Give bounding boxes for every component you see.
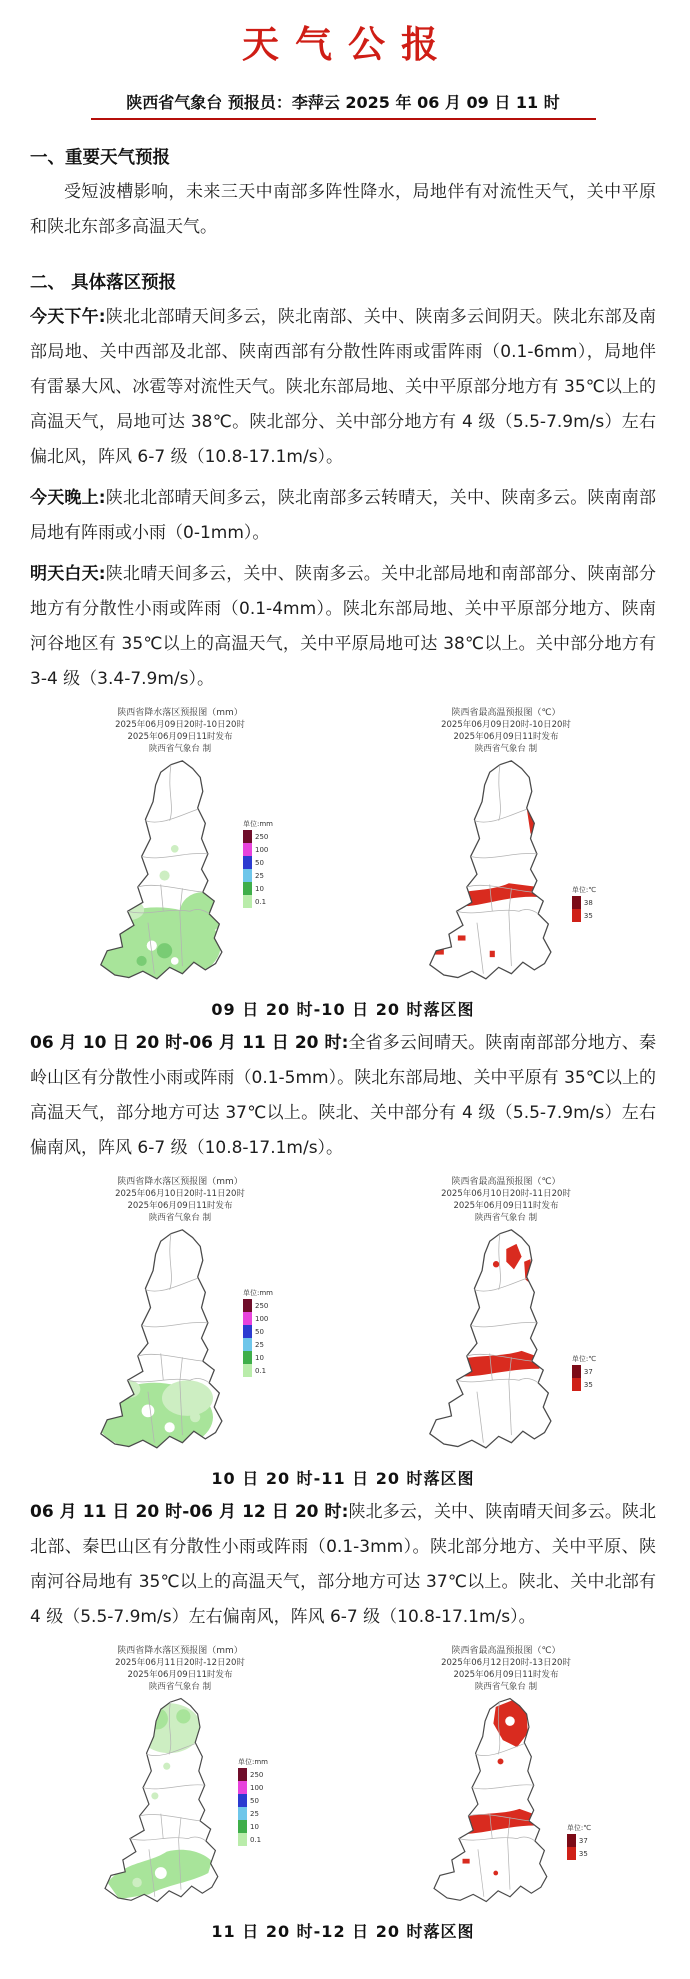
map-valid-time: 2025年06月12日20时-13日20时 (441, 1658, 571, 1668)
paragraph-body: 陕北北部晴天间多云，陕北南部、关中、陕南多云间阴天。陕北东部及南部局地、关中西部及北部、陕南西部有分散性阵雨或雷阵雨（0.1-6mm），局地伴有雷暴大风、冰雹等对流性天气。陕北东部局地、关中平原部分地方有 35℃以上的高温天气，局地可达 38℃。陕北部分、关中部分地方有 4 级（5.5-7.9m/s）左右偏北风，阵风 6-7 级（10.8-17.1m/s）。 (30, 307, 656, 467)
legend-swatch (243, 1325, 252, 1338)
legend-swatch (243, 869, 252, 882)
legend-item (572, 896, 596, 909)
legend-item (572, 909, 596, 922)
map-figure-row-2 (30, 1176, 656, 1489)
temp-legend (572, 1354, 596, 1391)
legend-item (243, 882, 273, 895)
legend-item (243, 1312, 273, 1325)
legend-swatch (243, 843, 252, 856)
subtitle-rule (91, 90, 596, 120)
issuer-line: 陕西省气象台 预报员：李萍云 2025 年 06 月 09 日 11 时 (126, 93, 560, 112)
paragraph-body: 陕北多云，关中、陕南晴天间多云。陕北北部、秦巴山区有分散性小雨或阵雨（0.1-3mm）。陕北部分地方、关中平原、陕南河谷局地有 35℃以上的高温天气，部分地方可达 37℃以上。陕北、关中北部有 4 级（5.5-7.9m/s）左右偏南风，阵风 6-7 级（10.8-17.1m/s）。 (30, 1502, 657, 1627)
temp-map-3 (356, 1645, 656, 1911)
paragraph-lead: 今天下午: (30, 307, 106, 327)
legend-swatch (567, 1834, 576, 1847)
map-pair (30, 707, 656, 989)
map-maker: 陕西省气象台 制 (148, 1213, 212, 1223)
legend-value: 0.1 (255, 897, 267, 906)
shaanxi-temp-map-image (421, 1695, 561, 1911)
paragraph-lead: 06 月 11 日 20 时-06 月 12 日 20 时: (30, 1502, 349, 1522)
paragraph-body: 全省多云间晴天。陕南南部部分地方、秦岭山区有分散性小雨或阵雨（0.1-5mm）。陕北东部局地、关中平原有 35℃以上的高温天气，部分地方可达 37℃以上。陕北、关中部分有 4 级（5.5-7.9m/s）左右偏南风，阵风 6-7 级（10.8-17.1m/s）。 (30, 1033, 657, 1158)
legend-item (238, 1820, 268, 1833)
legend-value: 25 (255, 1340, 264, 1349)
legend-unit-label: 单位:mm (243, 820, 273, 828)
forecast-jun11 (30, 1495, 656, 1635)
legend-swatch (572, 1378, 581, 1391)
legend-item (567, 1847, 591, 1860)
map-figure-row-1 (30, 707, 656, 1020)
map-header (356, 1645, 656, 1693)
map-title: 陕西省最高温预报图（℃） (451, 1646, 561, 1656)
precip-legend (238, 1757, 268, 1846)
legend-swatch (243, 1364, 252, 1377)
map-title: 陕西省最高温预报图（℃） (451, 1177, 561, 1187)
legend-item (243, 843, 273, 856)
map-issue-time: 2025年06月09日11时发布 (127, 1201, 233, 1211)
map-valid-time: 2025年06月10日20时-11日20时 (115, 1189, 245, 1199)
legend-value: 37 (583, 1367, 593, 1376)
legend-value: 50 (250, 1796, 259, 1805)
forecast-jun10 (30, 1026, 656, 1166)
map-title: 陕西省降水落区预报图（mm） (117, 1177, 243, 1187)
legend-value: 100 (255, 845, 269, 854)
legend-unit-label: 单位:mm (243, 1289, 273, 1297)
legend-item (243, 830, 273, 843)
shaanxi-precip-map-image (87, 757, 237, 989)
legend-item (572, 1365, 596, 1378)
legend-value: 250 (255, 1301, 269, 1310)
legend-swatch (243, 1351, 252, 1364)
map-canvas (356, 757, 656, 989)
map-caption: 10 日 20 时-11 日 20 时落区图 (211, 1469, 475, 1488)
paragraph-lead: 今天晚上: (30, 488, 106, 508)
map-title: 陕西省降水落区预报图（mm） (117, 708, 243, 718)
paragraph-lead: 06 月 10 日 20 时-06 月 11 日 20 时: (30, 1033, 349, 1053)
map-issue-time: 2025年06月09日11时发布 (127, 1670, 233, 1680)
legend-value: 25 (255, 871, 264, 880)
legend-item (238, 1768, 268, 1781)
legend-value: 0.1 (255, 1366, 267, 1375)
legend-value: 10 (255, 884, 264, 893)
legend-item (567, 1834, 591, 1847)
map-caption: 09 日 20 时-10 日 20 时落区图 (211, 1000, 475, 1019)
precip-map-1 (30, 707, 330, 989)
map-valid-time: 2025年06月10日20时-11日20时 (441, 1189, 571, 1199)
legend-value: 50 (255, 858, 264, 867)
legend-swatch (238, 1768, 247, 1781)
temp-legend (567, 1823, 591, 1860)
map-valid-time: 2025年06月11日20时-12日20时 (115, 1658, 245, 1668)
legend-swatch (243, 830, 252, 843)
map-title: 陕西省降水落区预报图（mm） (117, 1646, 243, 1656)
map-title: 陕西省最高温预报图（℃） (451, 708, 561, 718)
legend-swatch (572, 909, 581, 922)
map-canvas (356, 1695, 656, 1911)
forecast-this-afternoon (30, 300, 656, 475)
legend-item (243, 1338, 273, 1351)
map-issue-time: 2025年06月09日11时发布 (127, 732, 233, 742)
legend-value: 0.1 (250, 1835, 262, 1844)
legend-value: 250 (255, 832, 269, 841)
map-issue-time: 2025年06月09日11时发布 (453, 1201, 559, 1211)
map-valid-time: 2025年06月09日20时-10日20时 (115, 720, 245, 730)
map-issue-time: 2025年06月09日11时发布 (453, 1670, 559, 1680)
legend-swatch (238, 1794, 247, 1807)
section2-heading: 二、 具体落区预报 (30, 273, 177, 293)
map-pair (30, 1176, 656, 1458)
legend-value: 10 (250, 1822, 259, 1831)
precip-legend (243, 819, 273, 908)
map-valid-time: 2025年06月09日20时-10日20时 (441, 720, 571, 730)
map-header (30, 1645, 330, 1693)
legend-swatch (243, 1338, 252, 1351)
map-maker: 陕西省气象台 制 (474, 744, 538, 754)
legend-item (238, 1807, 268, 1820)
map-canvas (356, 1226, 656, 1458)
temp-map-2 (356, 1176, 656, 1458)
legend-item (243, 1364, 273, 1377)
temp-legend (572, 885, 596, 922)
legend-value: 35 (578, 1849, 588, 1858)
legend-swatch (238, 1820, 247, 1833)
legend-item (572, 1378, 596, 1391)
legend-item (243, 1325, 273, 1338)
legend-item (243, 1299, 273, 1312)
forecast-tonight (30, 481, 656, 551)
legend-value: 100 (255, 1314, 269, 1323)
map-canvas (30, 757, 330, 989)
legend-value: 35 (583, 1380, 593, 1389)
map-issue-time: 2025年06月09日11时发布 (453, 732, 559, 742)
legend-swatch (243, 856, 252, 869)
legend-swatch (238, 1781, 247, 1794)
legend-item (238, 1833, 268, 1846)
legend-swatch (243, 1299, 252, 1312)
page-title: 天气公报 (242, 23, 454, 66)
shaanxi-precip-map-image (87, 1226, 237, 1458)
map-canvas (30, 1226, 330, 1458)
map-canvas (30, 1695, 330, 1911)
paragraph-body: 陕北北部晴天间多云，陕北南部多云转晴天，关中、陕南多云。陕南南部局地有阵雨或小雨（0-1mm）。 (30, 488, 656, 543)
legend-unit-label: 单位:℃ (566, 1824, 592, 1832)
legend-value: 35 (583, 911, 593, 920)
legend-swatch (572, 896, 581, 909)
shaanxi-precip-map-image (92, 1695, 232, 1911)
map-maker: 陕西省气象台 制 (474, 1213, 538, 1223)
shaanxi-temp-map-image (416, 1226, 566, 1458)
map-header (30, 707, 330, 755)
map-header (356, 707, 656, 755)
map-maker: 陕西省气象台 制 (474, 1682, 538, 1692)
map-maker: 陕西省气象台 制 (148, 744, 212, 754)
map-header (30, 1176, 330, 1224)
legend-value: 37 (578, 1836, 588, 1845)
legend-item (243, 869, 273, 882)
legend-item (243, 1351, 273, 1364)
legend-value: 250 (250, 1770, 264, 1779)
legend-value: 25 (250, 1809, 259, 1818)
section1-body: 受短波槽影响，未来三天中南部多阵性降水，局地伴有对流性天气，关中平原和陕北东部多高温天气。 (30, 182, 656, 237)
legend-item (243, 895, 273, 908)
map-figure-row-3 (30, 1645, 656, 1942)
legend-item (243, 856, 273, 869)
section1-heading: 一、重要天气预报 (30, 148, 170, 168)
legend-value: 100 (250, 1783, 264, 1792)
legend-swatch (243, 1312, 252, 1325)
legend-value: 38 (583, 898, 593, 907)
map-pair (30, 1645, 656, 1911)
legend-item (238, 1794, 268, 1807)
forecast-tomorrow (30, 557, 656, 697)
legend-unit-label: 单位:℃ (571, 1355, 597, 1363)
map-caption: 11 日 20 时-12 日 20 时落区图 (211, 1922, 475, 1941)
legend-unit-label: 单位:℃ (571, 886, 597, 894)
legend-unit-label: 单位:mm (238, 1758, 268, 1766)
legend-swatch (238, 1833, 247, 1846)
map-maker: 陕西省气象台 制 (148, 1682, 212, 1692)
legend-value: 50 (255, 1327, 264, 1336)
legend-item (238, 1781, 268, 1794)
shaanxi-temp-map-image (416, 757, 566, 989)
precip-map-3 (30, 1645, 330, 1911)
map-header (356, 1176, 656, 1224)
legend-swatch (238, 1807, 247, 1820)
legend-swatch (243, 895, 252, 908)
legend-value: 10 (255, 1353, 264, 1362)
temp-map-1 (356, 707, 656, 989)
precip-map-2 (30, 1176, 330, 1458)
precip-legend (243, 1288, 273, 1377)
paragraph-body: 陕北晴天间多云，关中、陕南多云。关中北部局地和南部部分、陕南部分地方有分散性小雨或阵雨（0.1-4mm）。陕北东部局地、关中平原部分地方、陕南河谷地区有 35℃以上的高温天气，关中平原局地可达 38℃以上。关中部分地方有 3-4 级（3.4-7.9m/s）。 (30, 564, 656, 689)
paragraph-lead: 明天白天: (30, 564, 106, 584)
legend-swatch (572, 1365, 581, 1378)
legend-swatch (567, 1847, 576, 1860)
legend-swatch (243, 882, 252, 895)
